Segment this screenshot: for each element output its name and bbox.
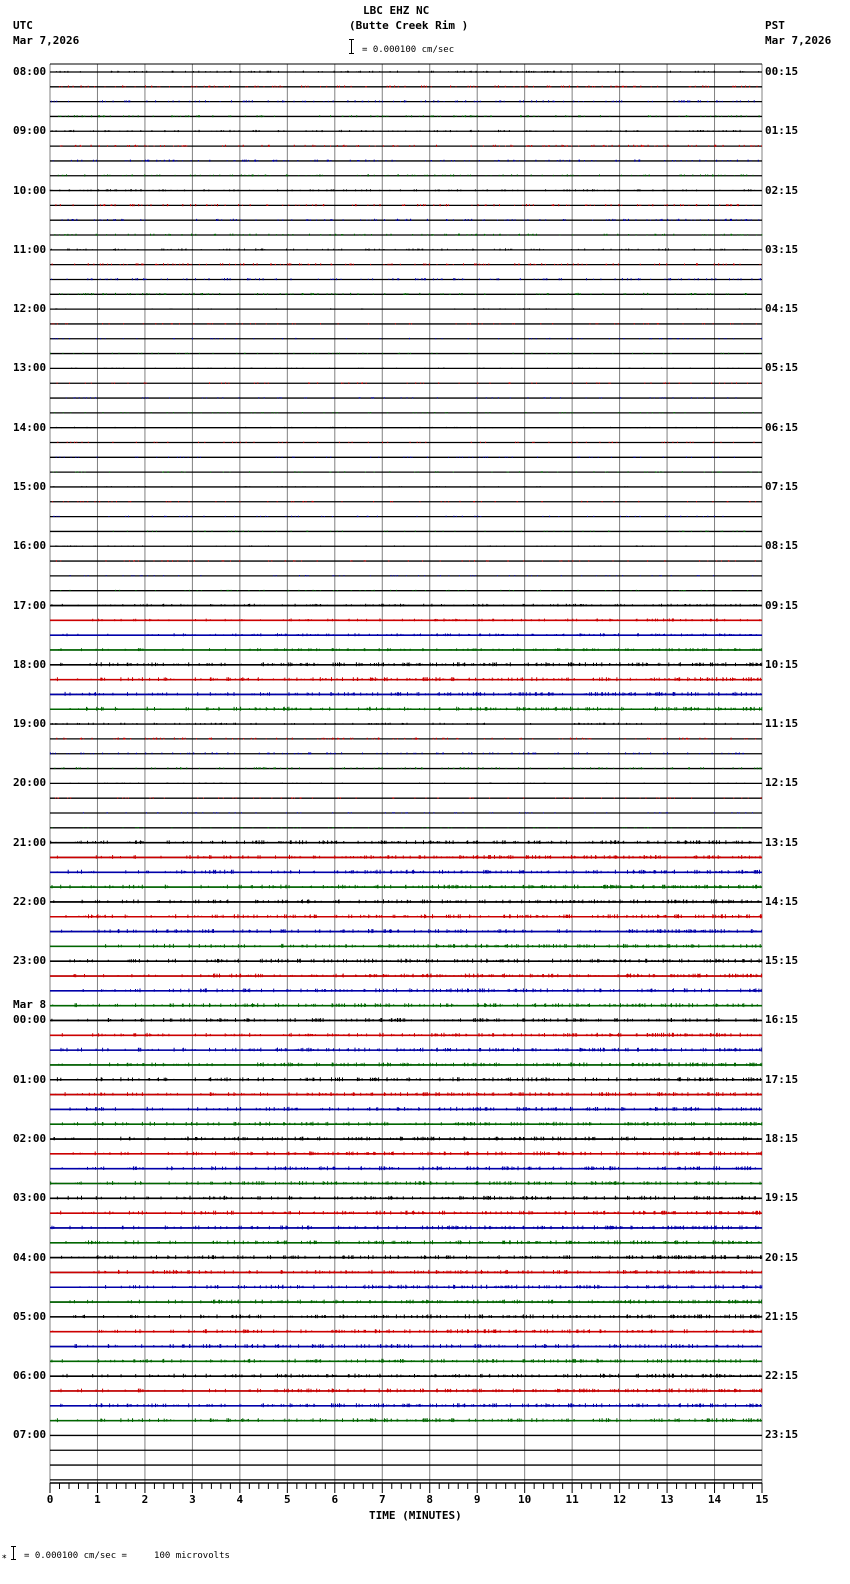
- pst-time-label: 18:15: [765, 1132, 799, 1146]
- pst-time-label: 11:15: [765, 717, 799, 731]
- x-tick-label: 13: [660, 1493, 674, 1506]
- x-tick-label: 4: [236, 1493, 244, 1506]
- utc-hour-label: 03:00: [13, 1191, 47, 1205]
- pst-time-label: 03:15: [765, 242, 799, 256]
- pst-time-label: 04:15: [765, 302, 799, 316]
- pst-time-label: 07:15: [765, 479, 799, 493]
- pst-time-label: 14:15: [765, 894, 799, 908]
- footer-scale-note: = 0.000100 cm/sec = 100 microvolts: [24, 1551, 230, 1561]
- x-tick-label: 8: [426, 1493, 434, 1506]
- pst-time-label: 15:15: [765, 954, 799, 968]
- pst-time-label: 08:15: [765, 539, 799, 553]
- utc-hour-label: 23:00: [13, 954, 47, 968]
- x-tick-label: 1: [94, 1493, 101, 1506]
- x-tick-label: 2: [141, 1493, 149, 1506]
- header-station: LBC EHZ NC: [363, 4, 430, 17]
- x-tick-label: 15: [755, 1493, 769, 1506]
- pst-time-label: 21:15: [765, 1309, 799, 1323]
- utc-hour-label: 19:00: [13, 717, 47, 731]
- header-site: (Butte Creek Rim ): [349, 19, 469, 32]
- pst-time-label: 16:15: [765, 1013, 799, 1027]
- pst-time-label: 12:15: [765, 776, 799, 790]
- utc-hour-label: 12:00: [13, 302, 47, 316]
- utc-hour-label: 15:00: [13, 479, 47, 493]
- x-tick-label: 14: [707, 1493, 722, 1506]
- pst-time-label: 02:15: [765, 183, 799, 197]
- x-tick-label: 9: [473, 1493, 481, 1506]
- pst-time-label: 06:15: [765, 420, 799, 434]
- utc-hour-label: 01:00: [13, 1072, 47, 1086]
- x-tick-label: 3: [189, 1493, 196, 1506]
- right-timezone: PST: [765, 19, 785, 32]
- utc-hour-label: 22:00: [13, 894, 47, 908]
- right-date: Mar 7,2026: [765, 34, 832, 47]
- x-axis-label: TIME (MINUTES): [369, 1509, 462, 1522]
- scale-label: = 0.000100 cm/sec: [362, 45, 455, 55]
- pst-time-label: 22:15: [765, 1369, 799, 1383]
- utc-hour-label: 11:00: [13, 242, 47, 256]
- pst-time-label: 05:15: [765, 361, 799, 375]
- utc-hour-label: 10:00: [13, 183, 47, 197]
- pst-time-label: 10:15: [765, 657, 799, 671]
- utc-hour-label: 13:00: [13, 361, 47, 375]
- utc-hour-label: 20:00: [13, 776, 47, 790]
- utc-hour-label: 08:00: [13, 65, 47, 78]
- utc-hour-label: 07:00: [13, 1428, 47, 1442]
- x-tick-label: 0: [46, 1493, 54, 1506]
- x-tick-label: 5: [284, 1493, 291, 1506]
- pst-time-label: 23:15: [765, 1428, 799, 1442]
- x-tick-label: 7: [378, 1493, 386, 1506]
- utc-hour-label: 04:00: [13, 1250, 47, 1264]
- utc-hour-label: 21:00: [13, 835, 47, 849]
- x-tick-label: 11: [565, 1493, 579, 1506]
- x-tick-label: 6: [331, 1493, 339, 1506]
- utc-hour-label: 05:00: [13, 1309, 47, 1323]
- pst-time-label: 20:15: [765, 1250, 799, 1264]
- utc-hour-label: 00:00: [13, 1013, 47, 1027]
- left-timezone: UTC: [13, 19, 33, 32]
- utc-hour-label: 14:00: [13, 420, 47, 434]
- footer-marker: ⁎: [2, 1551, 7, 1561]
- utc-date-label: Mar 8: [13, 998, 47, 1012]
- utc-hour-label: 06:00: [13, 1369, 47, 1383]
- x-tick-label: 10: [518, 1493, 532, 1506]
- utc-hour-label: 18:00: [13, 657, 47, 671]
- pst-time-label: 13:15: [765, 835, 799, 849]
- utc-hour-label: 17:00: [13, 598, 47, 612]
- pst-time-label: 00:15: [765, 65, 799, 78]
- pst-time-label: 17:15: [765, 1072, 799, 1086]
- pst-time-label: 09:15: [765, 598, 799, 612]
- utc-hour-label: 09:00: [13, 124, 47, 138]
- footer-scale-bar-icon: [13, 1546, 17, 1560]
- pst-time-label: 19:15: [765, 1191, 799, 1205]
- x-tick-label: 12: [612, 1493, 627, 1506]
- utc-hour-label: 02:00: [13, 1132, 47, 1146]
- utc-hour-label: 16:00: [13, 539, 47, 553]
- pst-time-label: 01:15: [765, 124, 799, 138]
- left-date: Mar 7,2026: [13, 34, 80, 47]
